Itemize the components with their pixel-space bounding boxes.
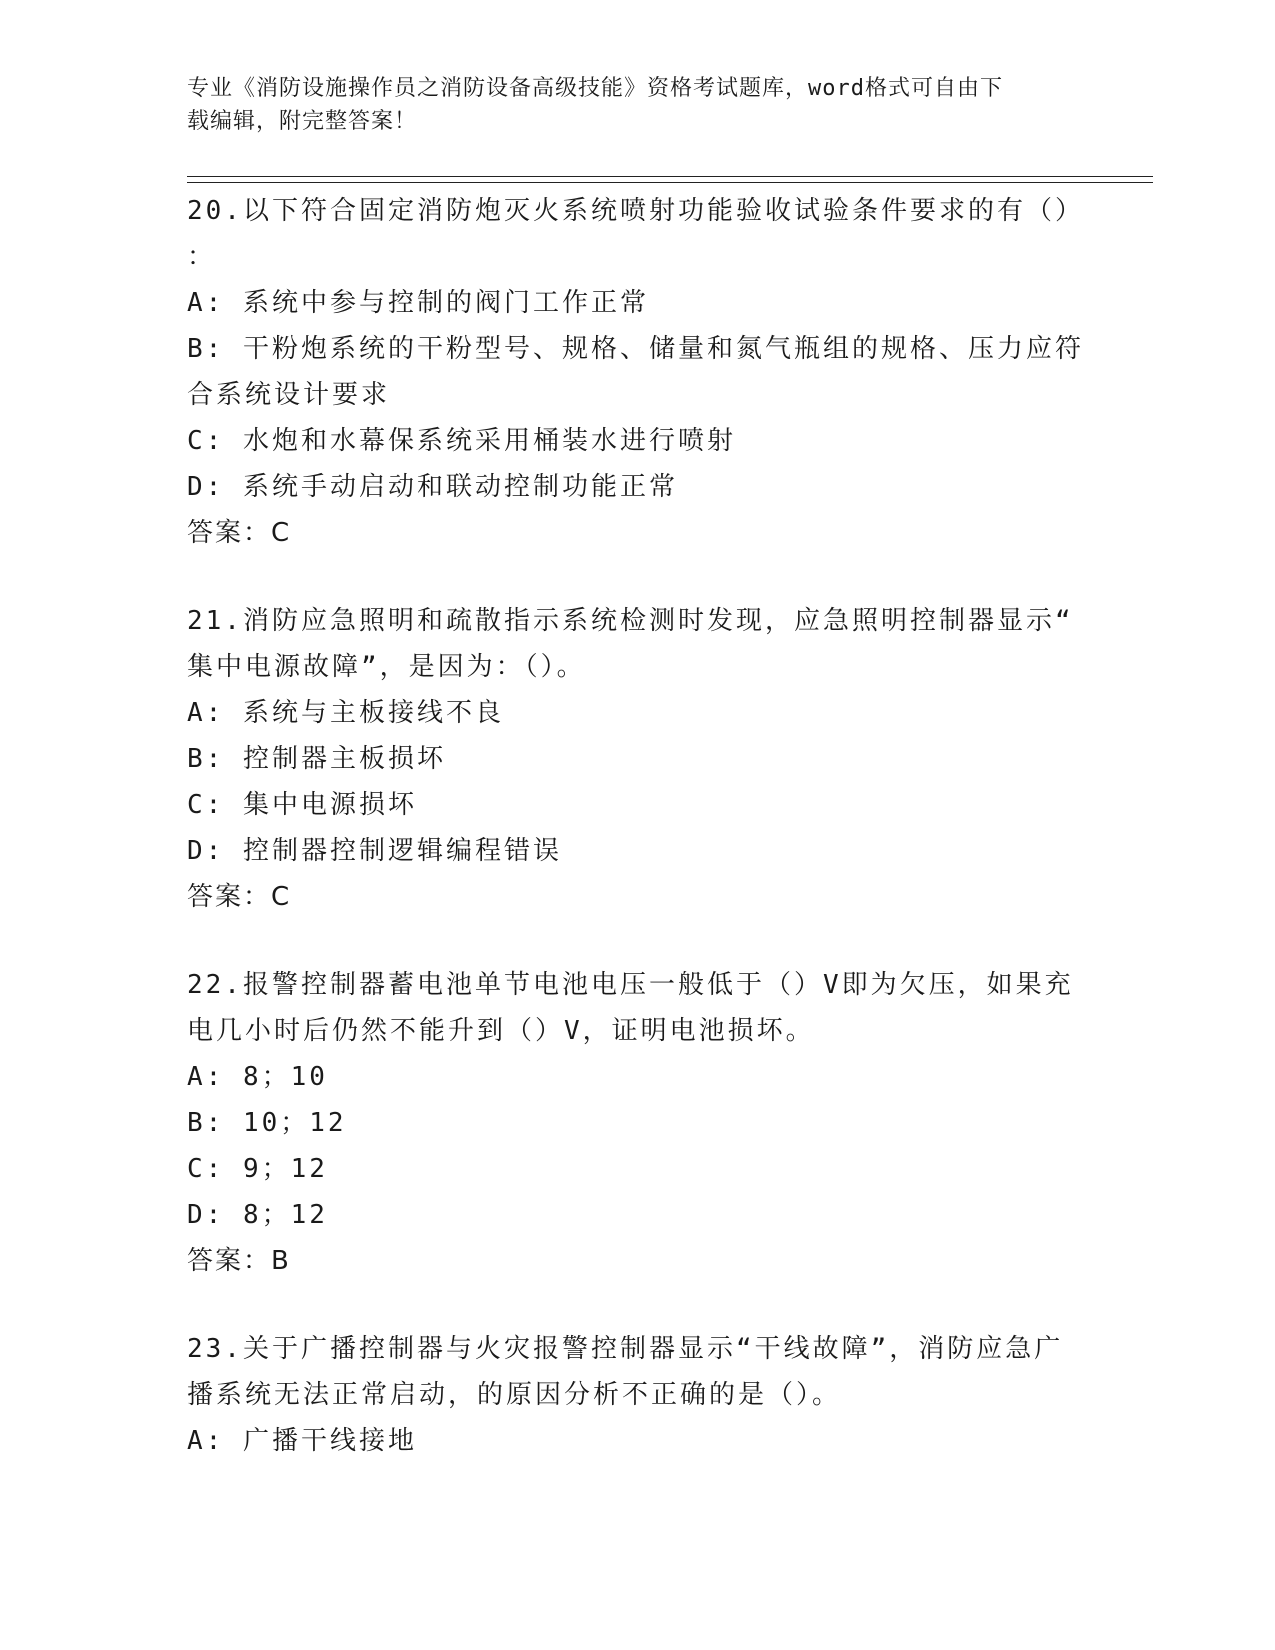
question-stem-line: 21.消防应急照明和疏散指示系统检测时发现，应急照明控制器显示“ xyxy=(187,606,1074,636)
option-c: C: 水炮和水幕保系统采用桶装水进行喷射 xyxy=(187,426,736,456)
question-stem-line: 电几小时后仍然不能升到（）V，证明电池损坏。 xyxy=(187,1016,815,1046)
option-d: D: 8；12 xyxy=(187,1200,328,1230)
question-21 xyxy=(187,598,1087,920)
option-a: A: 广播干线接地 xyxy=(187,1426,417,1456)
option-d: D: 系统手动启动和联动控制功能正常 xyxy=(187,472,678,502)
question-stem-line: 集中电源故障”，是因为：（）。 xyxy=(187,652,586,682)
answer: 答案：C xyxy=(187,882,292,912)
option-c: C: 9；12 xyxy=(187,1154,328,1184)
option-b-line: B: 干粉炮系统的干粉型号、规格、储量和氮气瓶组的规格、压力应符 xyxy=(187,334,1084,364)
question-20 xyxy=(187,188,1087,556)
question-stem-line: 20.以下符合固定消防炮灭火系统喷射功能验收试验条件要求的有（） xyxy=(187,196,1084,226)
option-b: B: 10；12 xyxy=(187,1108,347,1138)
option-a: A: 系统与主板接线不良 xyxy=(187,698,504,728)
option-a: A: 8；10 xyxy=(187,1062,328,1092)
question-stem-line: 23.关于广播控制器与火灾报警控制器显示“干线故障”，消防应急广 xyxy=(187,1334,1064,1364)
question-stem xyxy=(187,1326,1087,1418)
question-list xyxy=(187,188,1087,1506)
answer: 答案：B xyxy=(187,1246,291,1276)
question-stem-line: 播系统无法正常启动，的原因分析不正确的是（）。 xyxy=(187,1380,842,1410)
header-line-1: 专业《消防设施操作员之消防设备高级技能》资格考试题库，word格式可自由下 xyxy=(187,76,1003,101)
option-d: D: 控制器控制逻辑编程错误 xyxy=(187,836,562,866)
header-divider-bottom xyxy=(187,182,1153,183)
header-line-2: 载编辑，附完整答案！ xyxy=(187,109,418,134)
option-b: B: 控制器主板损坏 xyxy=(187,744,446,774)
question-stem-line: ： xyxy=(187,242,217,272)
option-b xyxy=(187,326,1087,418)
option-c: C: 集中电源损坏 xyxy=(187,790,417,820)
question-stem xyxy=(187,962,1087,1054)
document-header xyxy=(187,72,1067,138)
question-22 xyxy=(187,962,1087,1284)
option-b-line: 合系统设计要求 xyxy=(187,380,391,410)
question-stem-line: 22.报警控制器蓄电池单节电池电压一般低于（）V即为欠压，如果充 xyxy=(187,970,1074,1000)
question-stem xyxy=(187,188,1087,280)
question-stem xyxy=(187,598,1087,690)
answer: 答案：C xyxy=(187,518,292,548)
option-a: A: 系统中参与控制的阀门工作正常 xyxy=(187,288,649,318)
header-divider-top xyxy=(187,176,1153,177)
question-23 xyxy=(187,1326,1087,1464)
